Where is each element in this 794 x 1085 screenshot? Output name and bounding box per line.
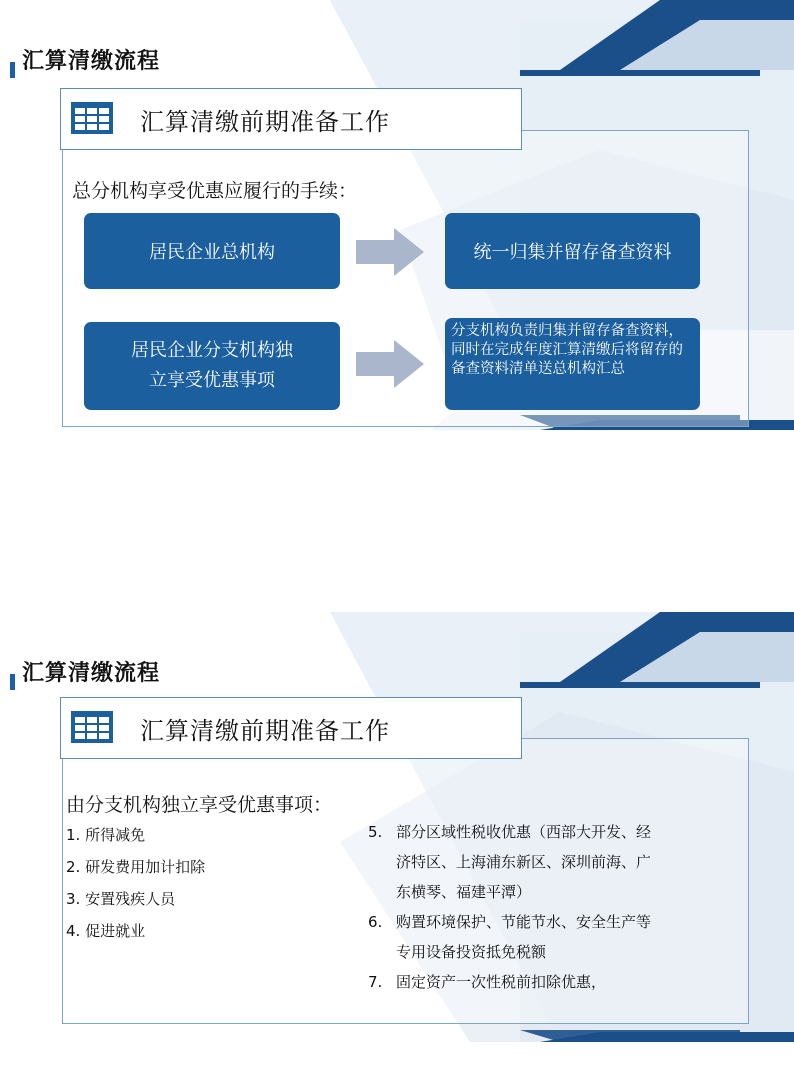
flow-box-branch-retain: 分支机构负责归集并留存备查资料，同时在完成年度汇算清缴后将留存的备查资料清单送总机构汇总	[445, 318, 700, 410]
list-line: 购置环境保护、节能节水、安全生产等	[396, 913, 652, 931]
list-number: 7.	[368, 973, 383, 991]
list-item: 4. 促进就业	[66, 922, 146, 940]
slide-2	[0, 612, 794, 1042]
right-arrow-icon	[356, 340, 426, 388]
left-benefit-list	[66, 824, 205, 952]
list-number: 6.	[368, 913, 383, 931]
right-benefit-list	[368, 817, 738, 997]
section-header: 汇算清缴前期准备工作	[140, 717, 390, 745]
section-header: 汇算清缴前期准备工作	[140, 108, 390, 136]
list-line: 济特区、上海浦东新区、深圳前海、广	[396, 853, 652, 871]
list-line: 固定资产一次性税前扣除优惠，	[396, 973, 607, 991]
list-item	[368, 907, 738, 967]
table-grid-icon	[70, 101, 114, 135]
flow-box-branch: 居民企业分支机构独立享受优惠事项	[84, 322, 340, 410]
list-item	[368, 967, 738, 997]
slide-title: 汇算清缴流程	[22, 49, 161, 74]
right-arrow-icon	[356, 228, 426, 276]
list-line: 专用设备投资抵免税额	[396, 943, 547, 961]
list-item: 2. 研发费用加计扣除	[66, 858, 206, 876]
list-line: 东横琴、福建平潭）	[396, 883, 532, 901]
flow-box-retain-documents: 统一归集并留存备查资料	[445, 213, 700, 289]
flow-box-head-office: 居民企业总机构	[84, 213, 340, 289]
list-line: 部分区域性税收优惠（西部大开发、经	[396, 823, 652, 841]
list-item	[368, 817, 738, 907]
intro-text: 总分机构享受优惠应履行的手续：	[72, 180, 358, 202]
slide-title: 汇算清缴流程	[22, 661, 161, 686]
table-grid-icon	[70, 710, 114, 744]
list-number: 5.	[368, 823, 383, 841]
list-item: 1. 所得减免	[66, 826, 146, 844]
list-item: 3. 安置残疾人员	[66, 890, 176, 908]
intro-text: 由分支机构独立享受优惠事项：	[66, 794, 333, 816]
title-marker	[10, 62, 15, 78]
slide-1	[0, 0, 794, 430]
title-marker	[10, 674, 15, 690]
